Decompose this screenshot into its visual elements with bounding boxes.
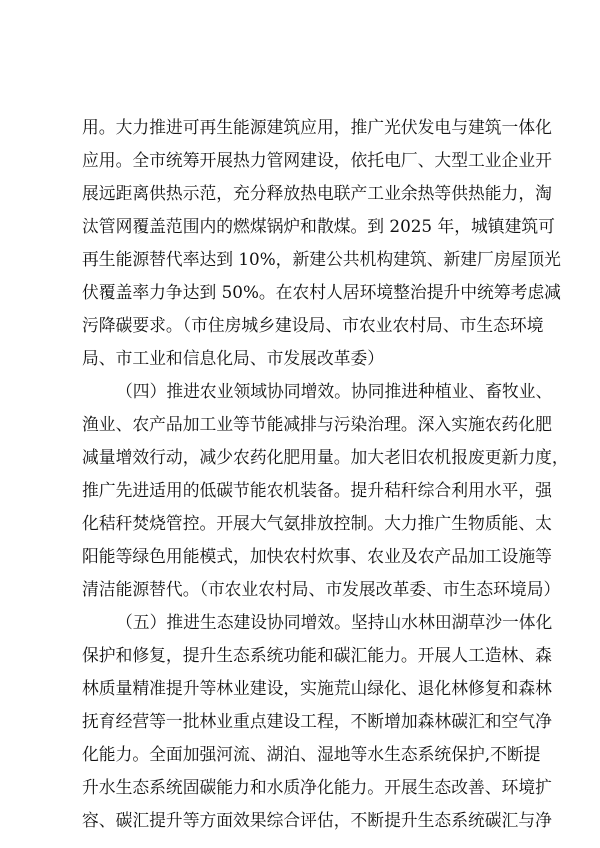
paragraph-line: 化能力。全面加强河流、湖泊、湿地等水生态系统保护,不断提 xyxy=(82,744,541,764)
paragraph-line: 减量增效行动，减少农药化肥用量。加大老旧农机报废更新力度， xyxy=(82,447,569,467)
paragraph-line: 保护和修复，提升生态系统功能和碳汇能力。开展人工造林、森 xyxy=(82,645,552,665)
paragraph-line: 用。大力推进可再生能源建筑应用，推广光伏发电与建筑一体化 xyxy=(82,117,552,137)
paragraph-line: 清洁能源替代。（市农业农村局、市发展改革委、市生态环境局） xyxy=(82,579,561,599)
section-heading-line: （四）推进农业领域协同增效。协同推进种植业、畜牧业、 xyxy=(116,381,553,401)
paragraph-line: 林质量精准提升等林业建设，实施荒山绿化、退化林修复和森林 xyxy=(82,678,552,698)
paragraph-line: 局、市工业和信息化局、市发展改革委） xyxy=(82,348,385,368)
paragraph-line: 污降碳要求。（市住房城乡建设局、市农业农村局、市生态环境 xyxy=(82,315,544,335)
paragraph-line: 化秸秆焚烧管控。开展大气氨排放控制。大力推广生物质能、太 xyxy=(82,513,552,533)
section-heading-line: （五）推进生态建设协同增效。坚持山水林田湖草沙一体化 xyxy=(116,612,553,632)
paragraph-line: 汰管网覆盖范围内的燃煤锅炉和散煤。到 2025 年，城镇建筑可 xyxy=(82,216,555,236)
paragraph-line: 升水生态系统固碳能力和水质净化能力。开展生态改善、环境扩 xyxy=(82,777,552,797)
paragraph-line: 阳能等绿色用能模式，加快农村炊事、农业及农产品加工设施等 xyxy=(82,546,552,566)
paragraph-line: 容、碳汇提升等方面效果综合评估，不断提升生态系统碳汇与净 xyxy=(82,810,552,830)
paragraph-line: 展远距离供热示范，充分释放热电联产工业余热等供热能力，淘 xyxy=(82,183,552,203)
paragraph-line: 抚育经营等一批林业重点建设工程，不断增加森林碳汇和空气净 xyxy=(82,711,552,731)
paragraph-line: 渔业、农产品加工业等节能减排与污染治理。深入实施农药化肥 xyxy=(82,414,552,434)
paragraph-line: 推广先进适用的低碳节能农机装备。提升秸秆综合利用水平，强 xyxy=(82,480,552,500)
paragraph-line: 再生能源替代率达到 10%，新建公共机构建筑、新建厂房屋顶光 xyxy=(82,249,561,269)
paragraph-line: 应用。全市统筹开展热力管网建设，依托电厂、大型工业企业开 xyxy=(82,150,552,170)
paragraph-line: 伏覆盖率力争达到 50%。在农村人居环境整治提升中统筹考虑减 xyxy=(82,282,561,302)
